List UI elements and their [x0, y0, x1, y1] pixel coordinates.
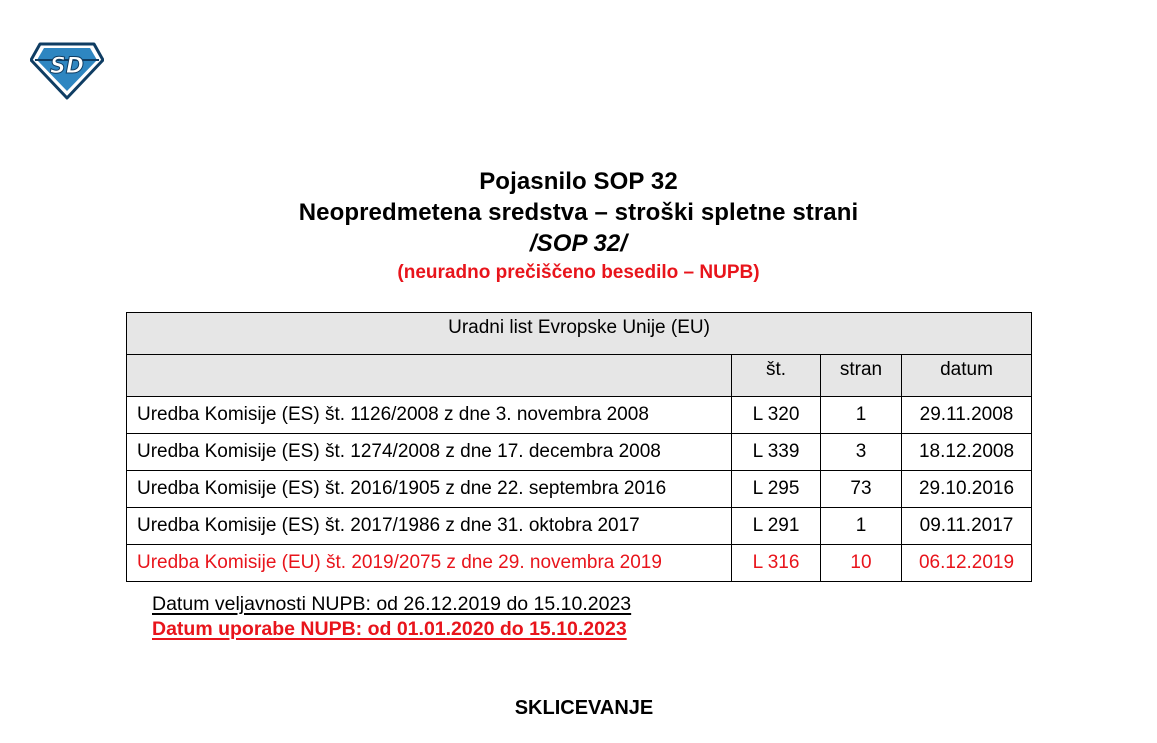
- company-logo: [30, 40, 104, 100]
- header-empty-cell: [127, 355, 732, 397]
- table-row: [127, 545, 1032, 582]
- table-header-row: [127, 355, 1032, 397]
- table-row: [127, 397, 1032, 434]
- document-title: [0, 166, 1157, 286]
- table-row: [127, 508, 1032, 545]
- regulation-cell: Uredba Komisije (ES) št. 1274/2008 z dne 17. decembra 2008: [127, 434, 732, 471]
- logo-text: SD: [49, 54, 85, 79]
- header-page: stran: [821, 355, 902, 397]
- regulation-cell: Uredba Komisije (ES) št. 2016/1905 z dne 22. septembra 2016: [127, 471, 732, 508]
- page-cell: 1: [821, 508, 902, 545]
- title-subtitle: (neuradno prečiščeno besedilo – NUPB): [397, 262, 760, 283]
- number-cell: L 339: [732, 434, 821, 471]
- title-line-3: /SOP 32/: [529, 230, 628, 257]
- date-cell: 06.12.2019: [902, 545, 1032, 582]
- date-cell: 18.12.2008: [902, 434, 1032, 471]
- title-line-1: Pojasnilo SOP 32: [479, 168, 678, 195]
- validity-date: Datum veljavnosti NUPB: od 26.12.2019 do 15.10.2023: [152, 593, 632, 615]
- validity-block: [152, 592, 631, 642]
- date-cell: 29.11.2008: [902, 397, 1032, 434]
- page-cell: 10: [821, 545, 902, 582]
- header-date: datum: [902, 355, 1032, 397]
- date-cell: 09.11.2017: [902, 508, 1032, 545]
- title-line-2: Neopredmetena sredstva – stroški spletne strani: [298, 199, 859, 226]
- diamond-logo-icon: [30, 40, 104, 100]
- section-heading: SKLICEVANJE: [514, 697, 654, 719]
- header-number: št.: [732, 355, 821, 397]
- number-cell: L 291: [732, 508, 821, 545]
- regulation-cell: Uredba Komisije (EU) št. 2019/2075 z dne 29. novembra 2019: [127, 545, 732, 582]
- number-cell: L 295: [732, 471, 821, 508]
- table-row: [127, 434, 1032, 471]
- page-cell: 3: [821, 434, 902, 471]
- number-cell: L 316: [732, 545, 821, 582]
- page-cell: 1: [821, 397, 902, 434]
- table-row: [127, 471, 1032, 508]
- table-caption: Uradni list Evropske Unije (EU): [127, 313, 1032, 355]
- table-caption-row: [127, 313, 1032, 355]
- regulation-cell: Uredba Komisije (ES) št. 1126/2008 z dne 3. novembra 2008: [127, 397, 732, 434]
- official-journal-table: [126, 312, 1032, 582]
- page-cell: 73: [821, 471, 902, 508]
- date-cell: 29.10.2016: [902, 471, 1032, 508]
- usage-date: Datum uporabe NUPB: od 01.01.2020 do 15.10.2023: [152, 618, 627, 640]
- number-cell: L 320: [732, 397, 821, 434]
- regulation-cell: Uredba Komisije (ES) št. 2017/1986 z dne 31. oktobra 2017: [127, 508, 732, 545]
